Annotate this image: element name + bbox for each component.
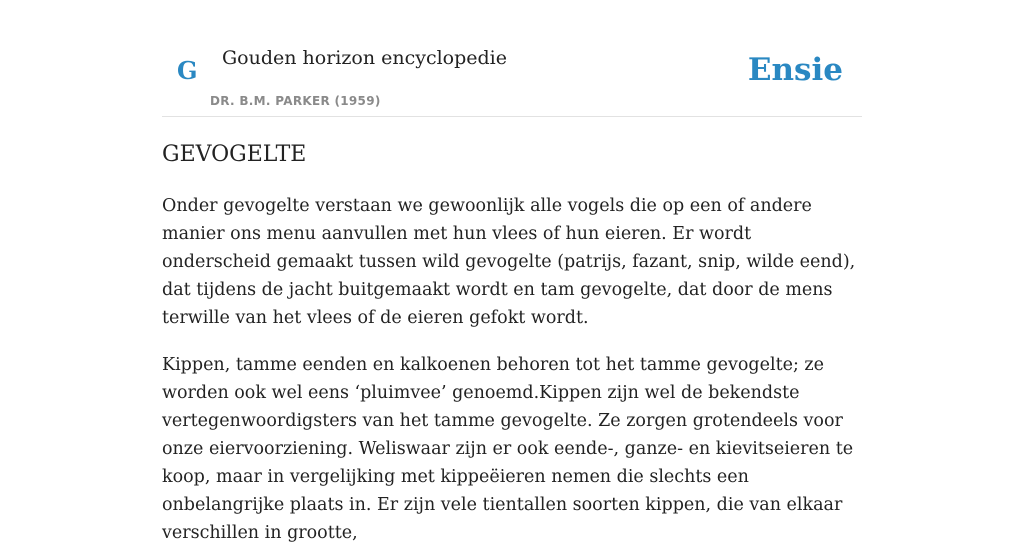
entry-title: GEVOGELTE [162,142,307,167]
ensie-logo-link[interactable]: Ensie [747,52,843,88]
article-paragraph-2: Kippen, tamme eenden en kalkoenen behoren tot het tamme gevogelte; ze worden ook wel eens ‘pluimvee’ genoemd.Kippen zijn wel de bekendste vertegenwoordigsters van het tamme gevogelte. Ze zorgen grotendeels voor onze eiervoorziening. Weliswaar zijn er ook eende-, ganze- en kievitseieren te koop, maar in vergelijking met kippeëieren nemen die slechts een onbelangrijke plaats in. Er zijn vele tientallen soorten kippen, die van elkaar verschillen in grootte, [162,355,854,543]
book-author: DR. B.M. PARKER (1959) [210,94,381,108]
book-logo-letter[interactable]: G [177,56,198,85]
book-header [162,0,862,117]
book-title-link[interactable]: Gouden horizon encyclopedie [222,47,507,69]
article-paragraph-1: Onder gevogelte verstaan we gewoonlijk alle vogels die op een of andere manier ons menu aanvullen met hun vlees of hun eieren. Er wordt onderscheid gemaakt tussen wild gevogelte (patrijs, fazant, snip, wilde eend), dat tijdens de jacht buitgemaakt wordt en tam gevogelte, dat door de mens terwille van het vlees of de eieren gefokt wordt. [162,196,856,328]
article [162,138,862,547]
